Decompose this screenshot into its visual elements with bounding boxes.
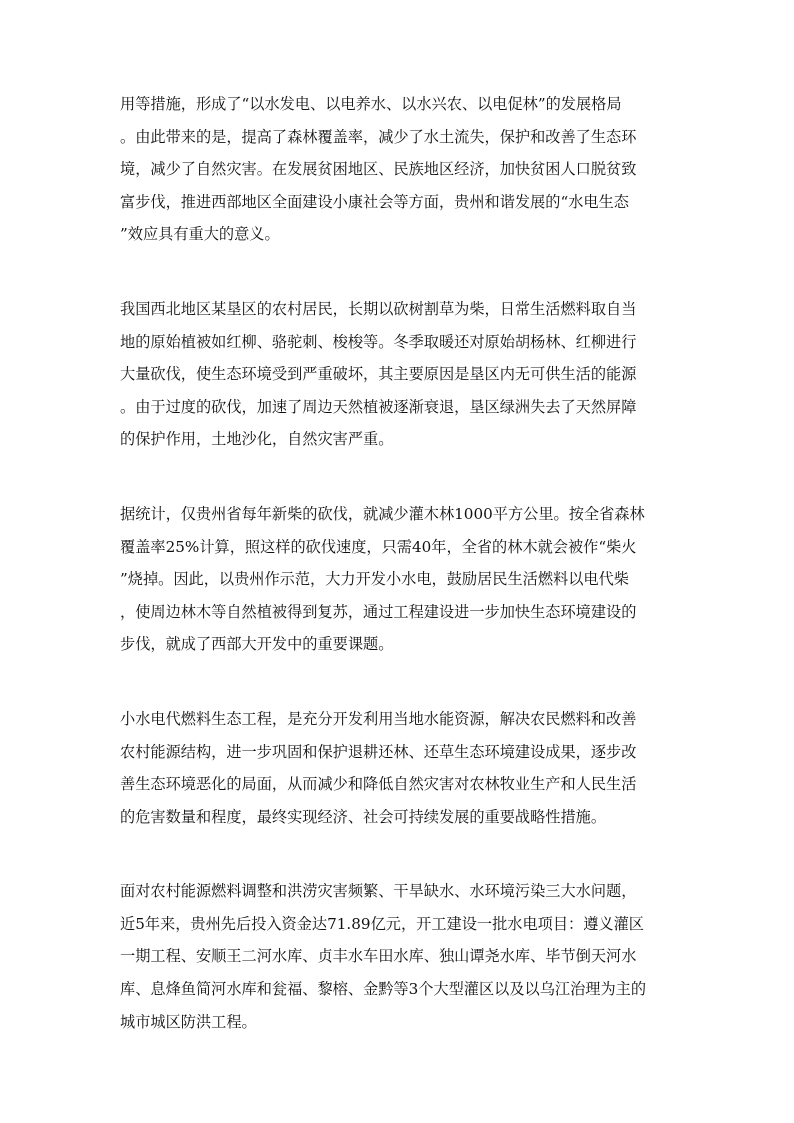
text-line: 库、息烽鱼简河水库和瓮福、黎榕、金黔等3个大型灌区以及以乌江治理为主的 [120,980,647,999]
text-line: 富步伐，推进西部地区全面建设小康社会等方面，贵州和谐发展的“水电生态 [120,192,629,211]
text-line: 城市城区防洪工程。 [120,1012,257,1031]
text-line: ，使周边林木等自然植被得到复苏，通过工程建设进一步加快生态环境建设的 [120,602,637,621]
text-line: 近5年来，贵州先后投入资金达71.89亿元，开工建设一批水电项目：遵义灌区 [120,914,644,933]
paragraph-4 [120,703,672,833]
text-line: 据统计，仅贵州省每年新柴的砍伐，就减少灌木林1000平方公里。按全省森林 [120,504,645,523]
paragraph-3 [120,498,672,661]
paragraph-2 [120,293,672,456]
text-line: 善生态环境恶化的局面，从而减少和降低自然灾害对农林牧业生产和人民生活 [120,775,637,794]
text-line: 用等措施，形成了“以水发电、以电养水、以水兴农、以电促林”的发展格局 [120,95,622,113]
document-page [120,88,672,1080]
text-line: 农村能源结构，进一步巩固和保护退耕还林、还草生态环境建设成果，逐步改 [120,742,637,761]
paragraph-1 [120,88,672,251]
text-line: 的保护作用，土地沙化，自然灾害严重。 [120,430,394,449]
text-line: 境，减少了自然灾害。在发展贫困地区、民族地区经济，加快贫困人口脱贫致 [120,160,637,179]
text-line: 的危害数量和程度，最终实现经济、社会可持续发展的重要战略性措施。 [120,807,606,826]
text-line: 覆盖率25%计算，照这样的砍伐速度，只需40年，全省的林木就会被作“柴火 [120,537,637,556]
text-line: 我国西北地区某垦区的农村居民，长期以砍树割草为柴，日常生活燃料取自当 [120,299,637,318]
text-line: 一期工程、安顺王二河水库、贞丰水车田水库、独山谭尧水库、毕节倒天河水 [120,947,637,966]
paragraph-5 [120,875,672,1038]
text-line: 步伐，就成了西部大开发中的重要课题。 [120,635,394,654]
text-line: 小水电代燃料生态工程，是充分开发利用当地水能资源，解决农民燃料和改善 [120,709,637,728]
text-line: 。由于过度的砍伐，加速了周边天然植被逐渐衰退，垦区绿洲失去了天然屏障 [120,397,637,416]
text-line: ”效应具有重大的意义。 [120,225,280,244]
text-line: 。由此带来的是，提高了森林覆盖率，减少了水土流失，保护和改善了生态环 [120,127,637,146]
text-line: ”烧掉。因此，以贵州作示范，大力开发小水电，鼓励居民生活燃料以电代柴 [120,570,629,589]
text-line: 地的原始植被如红柳、骆驼刺、梭梭等。冬季取暖还对原始胡杨林、红柳进行 [120,332,637,351]
text-line: 面对农村能源燃料调整和洪涝灾害频繁、干旱缺水、水环境污染三大水问题， [120,882,637,901]
text-line: 大量砍伐，使生态环境受到严重破坏，其主要原因是垦区内无可供生活的能源 [120,365,637,384]
